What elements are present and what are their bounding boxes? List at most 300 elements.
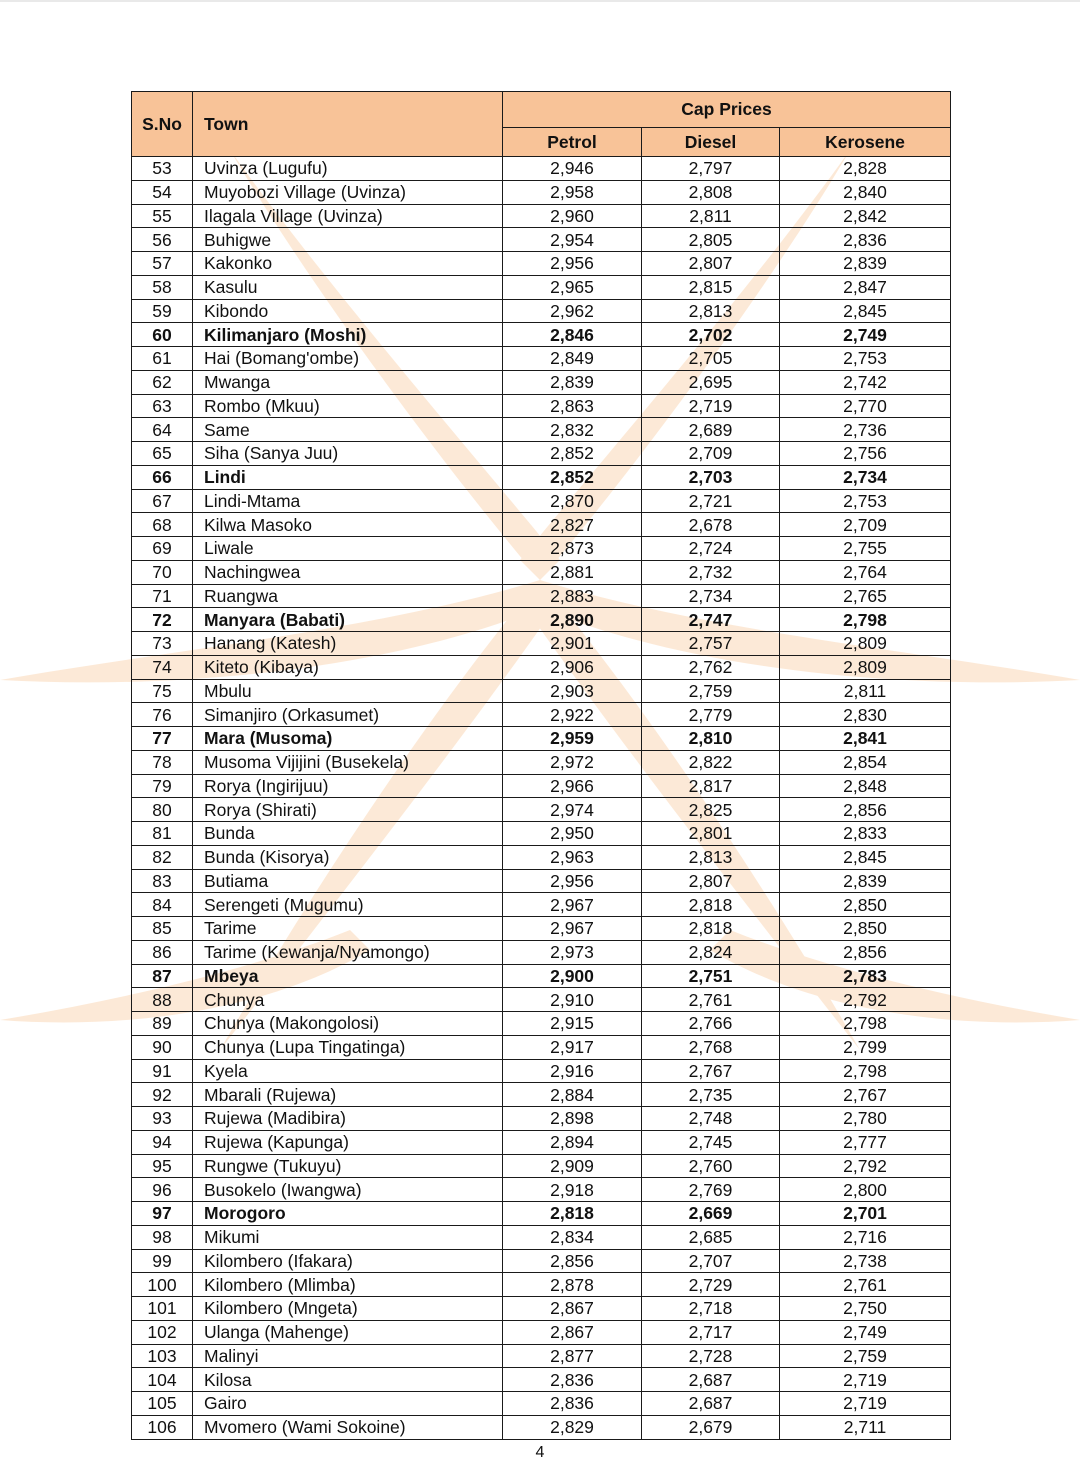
table-row bbox=[132, 1012, 951, 1036]
cell-kerosene: 2,842 bbox=[780, 204, 951, 228]
cell-kerosene: 2,809 bbox=[780, 632, 951, 656]
cell-town: Nachingwea bbox=[193, 560, 503, 584]
cell-sno: 89 bbox=[132, 1012, 193, 1036]
cell-petrol: 2,890 bbox=[503, 608, 642, 632]
cell-town: Uvinza (Lugufu) bbox=[193, 157, 503, 181]
cell-town: Hai (Bomang'ombe) bbox=[193, 347, 503, 371]
cell-kerosene: 2,742 bbox=[780, 370, 951, 394]
cell-petrol: 2,954 bbox=[503, 228, 642, 252]
cell-kerosene: 2,798 bbox=[780, 1059, 951, 1083]
cell-diesel: 2,822 bbox=[642, 750, 780, 774]
cell-kerosene: 2,800 bbox=[780, 1178, 951, 1202]
cell-diesel: 2,766 bbox=[642, 1012, 780, 1036]
cell-sno: 93 bbox=[132, 1107, 193, 1131]
cell-town: Tarime bbox=[193, 917, 503, 941]
cell-petrol: 2,916 bbox=[503, 1059, 642, 1083]
table-row bbox=[132, 513, 951, 537]
table-row bbox=[132, 1178, 951, 1202]
cell-town: Bunda bbox=[193, 822, 503, 846]
table-row bbox=[132, 1415, 951, 1439]
table-row bbox=[132, 1130, 951, 1154]
cell-petrol: 2,959 bbox=[503, 727, 642, 751]
cell-petrol: 2,910 bbox=[503, 988, 642, 1012]
cell-petrol: 2,849 bbox=[503, 347, 642, 371]
table-row bbox=[132, 1225, 951, 1249]
cell-diesel: 2,735 bbox=[642, 1083, 780, 1107]
cell-town: Kasulu bbox=[193, 275, 503, 299]
cell-petrol: 2,906 bbox=[503, 655, 642, 679]
cell-sno: 86 bbox=[132, 940, 193, 964]
cell-petrol: 2,818 bbox=[503, 1202, 642, 1226]
cell-diesel: 2,779 bbox=[642, 703, 780, 727]
cell-petrol: 2,956 bbox=[503, 252, 642, 276]
cell-kerosene: 2,767 bbox=[780, 1083, 951, 1107]
cap-prices-table bbox=[131, 91, 951, 1440]
cell-petrol: 2,852 bbox=[503, 465, 642, 489]
cell-sno: 96 bbox=[132, 1178, 193, 1202]
cell-town: Mbeya bbox=[193, 964, 503, 988]
table-row bbox=[132, 1202, 951, 1226]
cell-town: Muyobozi Village (Uvinza) bbox=[193, 180, 503, 204]
cell-kerosene: 2,736 bbox=[780, 418, 951, 442]
table-row bbox=[132, 964, 951, 988]
cell-kerosene: 2,848 bbox=[780, 774, 951, 798]
cell-petrol: 2,884 bbox=[503, 1083, 642, 1107]
cell-kerosene: 2,792 bbox=[780, 988, 951, 1012]
cell-diesel: 2,751 bbox=[642, 964, 780, 988]
cell-diesel: 2,687 bbox=[642, 1392, 780, 1416]
cell-kerosene: 2,828 bbox=[780, 157, 951, 181]
cell-kerosene: 2,719 bbox=[780, 1392, 951, 1416]
cell-diesel: 2,813 bbox=[642, 299, 780, 323]
cell-sno: 82 bbox=[132, 845, 193, 869]
cell-kerosene: 2,811 bbox=[780, 679, 951, 703]
cell-town: Butiama bbox=[193, 869, 503, 893]
cell-diesel: 2,801 bbox=[642, 822, 780, 846]
cell-diesel: 2,748 bbox=[642, 1107, 780, 1131]
cell-town: Ulanga (Mahenge) bbox=[193, 1320, 503, 1344]
cell-diesel: 2,745 bbox=[642, 1130, 780, 1154]
cell-petrol: 2,870 bbox=[503, 489, 642, 513]
cell-petrol: 2,846 bbox=[503, 323, 642, 347]
cell-sno: 92 bbox=[132, 1083, 193, 1107]
cell-diesel: 2,702 bbox=[642, 323, 780, 347]
cell-petrol: 2,958 bbox=[503, 180, 642, 204]
cell-town: Kilombero (Mlimba) bbox=[193, 1273, 503, 1297]
cell-diesel: 2,808 bbox=[642, 180, 780, 204]
cell-petrol: 2,852 bbox=[503, 442, 642, 466]
cell-sno: 83 bbox=[132, 869, 193, 893]
cell-kerosene: 2,780 bbox=[780, 1107, 951, 1131]
cell-sno: 77 bbox=[132, 727, 193, 751]
cell-kerosene: 2,854 bbox=[780, 750, 951, 774]
cell-kerosene: 2,764 bbox=[780, 560, 951, 584]
cell-petrol: 2,898 bbox=[503, 1107, 642, 1131]
cell-diesel: 2,734 bbox=[642, 584, 780, 608]
cell-town: Kibondo bbox=[193, 299, 503, 323]
cell-town: Chunya (Makongolosi) bbox=[193, 1012, 503, 1036]
cell-sno: 60 bbox=[132, 323, 193, 347]
cell-diesel: 2,669 bbox=[642, 1202, 780, 1226]
table-row bbox=[132, 157, 951, 181]
cell-diesel: 2,707 bbox=[642, 1249, 780, 1273]
cell-sno: 54 bbox=[132, 180, 193, 204]
cell-kerosene: 2,836 bbox=[780, 228, 951, 252]
table-row bbox=[132, 893, 951, 917]
cell-sno: 95 bbox=[132, 1154, 193, 1178]
table-row bbox=[132, 347, 951, 371]
cell-petrol: 2,946 bbox=[503, 157, 642, 181]
cell-kerosene: 2,749 bbox=[780, 1320, 951, 1344]
cell-kerosene: 2,755 bbox=[780, 537, 951, 561]
cell-kerosene: 2,839 bbox=[780, 252, 951, 276]
top-edge-line bbox=[0, 0, 1080, 2]
cell-diesel: 2,687 bbox=[642, 1368, 780, 1392]
cell-diesel: 2,768 bbox=[642, 1035, 780, 1059]
cell-petrol: 2,901 bbox=[503, 632, 642, 656]
cell-kerosene: 2,839 bbox=[780, 869, 951, 893]
table-row bbox=[132, 465, 951, 489]
cell-kerosene: 2,840 bbox=[780, 180, 951, 204]
cell-sno: 62 bbox=[132, 370, 193, 394]
cell-petrol: 2,972 bbox=[503, 750, 642, 774]
cell-petrol: 2,877 bbox=[503, 1344, 642, 1368]
table-row bbox=[132, 988, 951, 1012]
cell-petrol: 2,922 bbox=[503, 703, 642, 727]
cell-diesel: 2,818 bbox=[642, 893, 780, 917]
cell-diesel: 2,759 bbox=[642, 679, 780, 703]
cell-town: Mbulu bbox=[193, 679, 503, 703]
cell-kerosene: 2,716 bbox=[780, 1225, 951, 1249]
cell-town: Kilombero (Ifakara) bbox=[193, 1249, 503, 1273]
cell-diesel: 2,817 bbox=[642, 774, 780, 798]
cell-petrol: 2,834 bbox=[503, 1225, 642, 1249]
cell-petrol: 2,867 bbox=[503, 1320, 642, 1344]
cell-petrol: 2,962 bbox=[503, 299, 642, 323]
table-row bbox=[132, 845, 951, 869]
cell-town: Kiteto (Kibaya) bbox=[193, 655, 503, 679]
cell-sno: 104 bbox=[132, 1368, 193, 1392]
cell-town: Lindi-Mtama bbox=[193, 489, 503, 513]
cell-petrol: 2,863 bbox=[503, 394, 642, 418]
cell-town: Mara (Musoma) bbox=[193, 727, 503, 751]
cell-diesel: 2,825 bbox=[642, 798, 780, 822]
cell-town: Buhigwe bbox=[193, 228, 503, 252]
cell-kerosene: 2,845 bbox=[780, 299, 951, 323]
cell-diesel: 2,807 bbox=[642, 869, 780, 893]
cell-kerosene: 2,830 bbox=[780, 703, 951, 727]
cell-diesel: 2,761 bbox=[642, 988, 780, 1012]
cell-kerosene: 2,799 bbox=[780, 1035, 951, 1059]
cell-sno: 58 bbox=[132, 275, 193, 299]
cell-diesel: 2,724 bbox=[642, 537, 780, 561]
table-row bbox=[132, 180, 951, 204]
cell-petrol: 2,963 bbox=[503, 845, 642, 869]
table-row bbox=[132, 940, 951, 964]
cell-petrol: 2,967 bbox=[503, 893, 642, 917]
cell-petrol: 2,965 bbox=[503, 275, 642, 299]
cell-kerosene: 2,719 bbox=[780, 1368, 951, 1392]
cell-sno: 53 bbox=[132, 157, 193, 181]
cell-petrol: 2,839 bbox=[503, 370, 642, 394]
table-row bbox=[132, 632, 951, 656]
cell-kerosene: 2,777 bbox=[780, 1130, 951, 1154]
cell-sno: 94 bbox=[132, 1130, 193, 1154]
cell-petrol: 2,873 bbox=[503, 537, 642, 561]
table-row bbox=[132, 774, 951, 798]
cell-petrol: 2,856 bbox=[503, 1249, 642, 1273]
cell-diesel: 2,703 bbox=[642, 465, 780, 489]
cell-petrol: 2,950 bbox=[503, 822, 642, 846]
table-row bbox=[132, 798, 951, 822]
cell-sno: 76 bbox=[132, 703, 193, 727]
cell-sno: 59 bbox=[132, 299, 193, 323]
cell-diesel: 2,813 bbox=[642, 845, 780, 869]
cell-town: Bunda (Kisorya) bbox=[193, 845, 503, 869]
cell-diesel: 2,689 bbox=[642, 418, 780, 442]
cell-town: Rorya (Shirati) bbox=[193, 798, 503, 822]
cell-kerosene: 2,798 bbox=[780, 608, 951, 632]
cell-town: Rujewa (Madibira) bbox=[193, 1107, 503, 1131]
cell-town: Mbarali (Rujewa) bbox=[193, 1083, 503, 1107]
cell-sno: 63 bbox=[132, 394, 193, 418]
cell-sno: 55 bbox=[132, 204, 193, 228]
cell-diesel: 2,769 bbox=[642, 1178, 780, 1202]
cell-town: Same bbox=[193, 418, 503, 442]
cell-town: Mvomero (Wami Sokoine) bbox=[193, 1415, 503, 1439]
table-row bbox=[132, 489, 951, 513]
header-town: Town bbox=[193, 92, 503, 157]
cell-kerosene: 2,709 bbox=[780, 513, 951, 537]
cell-diesel: 2,824 bbox=[642, 940, 780, 964]
cell-sno: 99 bbox=[132, 1249, 193, 1273]
cell-kerosene: 2,792 bbox=[780, 1154, 951, 1178]
cell-petrol: 2,881 bbox=[503, 560, 642, 584]
cell-diesel: 2,810 bbox=[642, 727, 780, 751]
table-row bbox=[132, 394, 951, 418]
cell-petrol: 2,956 bbox=[503, 869, 642, 893]
cell-sno: 81 bbox=[132, 822, 193, 846]
cell-diesel: 2,718 bbox=[642, 1297, 780, 1321]
cell-town: Serengeti (Mugumu) bbox=[193, 893, 503, 917]
cell-kerosene: 2,770 bbox=[780, 394, 951, 418]
cell-diesel: 2,728 bbox=[642, 1344, 780, 1368]
cell-diesel: 2,760 bbox=[642, 1154, 780, 1178]
cell-town: Kilwa Masoko bbox=[193, 513, 503, 537]
cell-petrol: 2,883 bbox=[503, 584, 642, 608]
cell-town: Malinyi bbox=[193, 1344, 503, 1368]
cell-town: Rombo (Mkuu) bbox=[193, 394, 503, 418]
cell-sno: 73 bbox=[132, 632, 193, 656]
cell-petrol: 2,867 bbox=[503, 1297, 642, 1321]
cell-diesel: 2,685 bbox=[642, 1225, 780, 1249]
header-diesel: Diesel bbox=[642, 128, 780, 157]
cell-kerosene: 2,850 bbox=[780, 917, 951, 941]
cell-diesel: 2,679 bbox=[642, 1415, 780, 1439]
cell-kerosene: 2,841 bbox=[780, 727, 951, 751]
table-row bbox=[132, 584, 951, 608]
cell-town: Busokelo (Iwangwa) bbox=[193, 1178, 503, 1202]
cell-sno: 79 bbox=[132, 774, 193, 798]
table-row bbox=[132, 750, 951, 774]
table-row bbox=[132, 1344, 951, 1368]
cell-sno: 75 bbox=[132, 679, 193, 703]
cell-petrol: 2,894 bbox=[503, 1130, 642, 1154]
table-row bbox=[132, 275, 951, 299]
cell-petrol: 2,900 bbox=[503, 964, 642, 988]
table-row bbox=[132, 1059, 951, 1083]
table-row bbox=[132, 537, 951, 561]
cell-kerosene: 2,845 bbox=[780, 845, 951, 869]
cell-town: Morogoro bbox=[193, 1202, 503, 1226]
cell-petrol: 2,915 bbox=[503, 1012, 642, 1036]
cell-diesel: 2,719 bbox=[642, 394, 780, 418]
cell-sno: 65 bbox=[132, 442, 193, 466]
cell-town: Manyara (Babati) bbox=[193, 608, 503, 632]
cell-sno: 68 bbox=[132, 513, 193, 537]
cell-sno: 67 bbox=[132, 489, 193, 513]
cell-sno: 105 bbox=[132, 1392, 193, 1416]
cell-petrol: 2,974 bbox=[503, 798, 642, 822]
cell-diesel: 2,797 bbox=[642, 157, 780, 181]
cell-kerosene: 2,711 bbox=[780, 1415, 951, 1439]
cell-town: Gairo bbox=[193, 1392, 503, 1416]
cell-sno: 69 bbox=[132, 537, 193, 561]
cell-diesel: 2,747 bbox=[642, 608, 780, 632]
cell-town: Kilombero (Mngeta) bbox=[193, 1297, 503, 1321]
header-sno: S.No bbox=[132, 92, 193, 157]
cell-sno: 57 bbox=[132, 252, 193, 276]
cell-kerosene: 2,798 bbox=[780, 1012, 951, 1036]
cell-town: Kilimanjaro (Moshi) bbox=[193, 323, 503, 347]
header-petrol: Petrol bbox=[503, 128, 642, 157]
table-row bbox=[132, 655, 951, 679]
table-row bbox=[132, 608, 951, 632]
cell-petrol: 2,836 bbox=[503, 1368, 642, 1392]
cell-sno: 78 bbox=[132, 750, 193, 774]
cell-diesel: 2,811 bbox=[642, 204, 780, 228]
table-row bbox=[132, 1320, 951, 1344]
cell-town: Siha (Sanya Juu) bbox=[193, 442, 503, 466]
cell-town: Liwale bbox=[193, 537, 503, 561]
cell-sno: 100 bbox=[132, 1273, 193, 1297]
cell-petrol: 2,832 bbox=[503, 418, 642, 442]
cell-kerosene: 2,765 bbox=[780, 584, 951, 608]
cell-town: Tarime (Kewanja/Nyamongo) bbox=[193, 940, 503, 964]
table-row bbox=[132, 228, 951, 252]
cell-petrol: 2,967 bbox=[503, 917, 642, 941]
cell-kerosene: 2,809 bbox=[780, 655, 951, 679]
cell-petrol: 2,960 bbox=[503, 204, 642, 228]
cell-petrol: 2,909 bbox=[503, 1154, 642, 1178]
header-cap-prices: Cap Prices bbox=[503, 92, 951, 128]
table-row bbox=[132, 1083, 951, 1107]
cell-town: Chunya (Lupa Tingatinga) bbox=[193, 1035, 503, 1059]
cell-sno: 61 bbox=[132, 347, 193, 371]
table-row bbox=[132, 1107, 951, 1131]
cell-sno: 103 bbox=[132, 1344, 193, 1368]
cell-kerosene: 2,850 bbox=[780, 893, 951, 917]
cell-sno: 72 bbox=[132, 608, 193, 632]
cell-sno: 88 bbox=[132, 988, 193, 1012]
cell-town: Rorya (Ingirijuu) bbox=[193, 774, 503, 798]
table-row bbox=[132, 727, 951, 751]
cell-kerosene: 2,847 bbox=[780, 275, 951, 299]
cell-petrol: 2,836 bbox=[503, 1392, 642, 1416]
table-row bbox=[132, 917, 951, 941]
cell-petrol: 2,966 bbox=[503, 774, 642, 798]
cell-diesel: 2,818 bbox=[642, 917, 780, 941]
cell-town: Rujewa (Kapunga) bbox=[193, 1130, 503, 1154]
cell-petrol: 2,827 bbox=[503, 513, 642, 537]
cell-diesel: 2,805 bbox=[642, 228, 780, 252]
table-row bbox=[132, 679, 951, 703]
cell-kerosene: 2,753 bbox=[780, 489, 951, 513]
cell-kerosene: 2,753 bbox=[780, 347, 951, 371]
table-row bbox=[132, 1392, 951, 1416]
cell-diesel: 2,678 bbox=[642, 513, 780, 537]
cell-diesel: 2,757 bbox=[642, 632, 780, 656]
cell-diesel: 2,807 bbox=[642, 252, 780, 276]
cell-kerosene: 2,759 bbox=[780, 1344, 951, 1368]
cell-town: Ruangwa bbox=[193, 584, 503, 608]
cell-town: Kakonko bbox=[193, 252, 503, 276]
cell-town: Mikumi bbox=[193, 1225, 503, 1249]
cell-petrol: 2,829 bbox=[503, 1415, 642, 1439]
table-body bbox=[132, 157, 951, 1440]
table-row bbox=[132, 703, 951, 727]
cell-kerosene: 2,856 bbox=[780, 798, 951, 822]
cell-town: Lindi bbox=[193, 465, 503, 489]
cell-petrol: 2,973 bbox=[503, 940, 642, 964]
cell-town: Ilagala Village (Uvinza) bbox=[193, 204, 503, 228]
cell-petrol: 2,918 bbox=[503, 1178, 642, 1202]
cell-diesel: 2,767 bbox=[642, 1059, 780, 1083]
cell-petrol: 2,917 bbox=[503, 1035, 642, 1059]
cell-sno: 91 bbox=[132, 1059, 193, 1083]
cell-sno: 74 bbox=[132, 655, 193, 679]
table-row bbox=[132, 869, 951, 893]
cell-diesel: 2,721 bbox=[642, 489, 780, 513]
cell-kerosene: 2,856 bbox=[780, 940, 951, 964]
cell-sno: 102 bbox=[132, 1320, 193, 1344]
table-row bbox=[132, 252, 951, 276]
cell-kerosene: 2,833 bbox=[780, 822, 951, 846]
table-row bbox=[132, 442, 951, 466]
cell-sno: 64 bbox=[132, 418, 193, 442]
cell-sno: 101 bbox=[132, 1297, 193, 1321]
cell-diesel: 2,732 bbox=[642, 560, 780, 584]
cell-kerosene: 2,756 bbox=[780, 442, 951, 466]
cell-sno: 56 bbox=[132, 228, 193, 252]
cell-sno: 70 bbox=[132, 560, 193, 584]
cell-diesel: 2,709 bbox=[642, 442, 780, 466]
cell-sno: 87 bbox=[132, 964, 193, 988]
table-row bbox=[132, 370, 951, 394]
cell-town: Rungwe (Tukuyu) bbox=[193, 1154, 503, 1178]
cell-diesel: 2,695 bbox=[642, 370, 780, 394]
cell-sno: 71 bbox=[132, 584, 193, 608]
table-row bbox=[132, 1154, 951, 1178]
cell-petrol: 2,903 bbox=[503, 679, 642, 703]
cell-sno: 85 bbox=[132, 917, 193, 941]
cell-sno: 84 bbox=[132, 893, 193, 917]
table-row bbox=[132, 204, 951, 228]
cell-kerosene: 2,750 bbox=[780, 1297, 951, 1321]
cell-kerosene: 2,738 bbox=[780, 1249, 951, 1273]
cell-diesel: 2,717 bbox=[642, 1320, 780, 1344]
cell-town: Mwanga bbox=[193, 370, 503, 394]
